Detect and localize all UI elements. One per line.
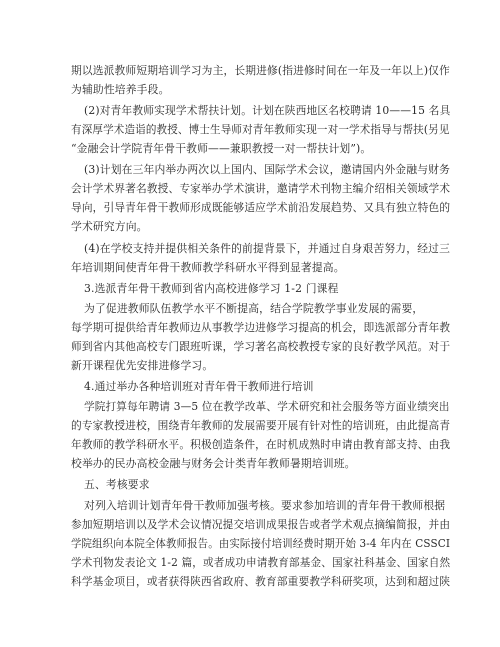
text-line: (4)在学校支持并提供相关条件的前提背景下，并通过自身艰苦努力，经过三: [84, 242, 451, 255]
section-heading: 五、考核要求: [84, 478, 150, 491]
section-heading: 3.选派青年骨干教师到省内高校进修学习 1-2 门课程: [84, 282, 339, 295]
text-line: 学术研究方向。: [71, 220, 148, 233]
text-line: 师到省内其他高校专门跟班听课，学习著名高校教授专家的良好教学风范。对于: [71, 340, 451, 353]
text-line: 校举办的民办高校金融与财务会计类青年教师暑期培训班。: [71, 457, 356, 470]
text-line: 参加短期培训以及学术会议情况提交培训成果报告或者学术观点摘编简报，并由: [71, 518, 451, 531]
text-line: 年教师的教学科研水平。积极创造条件，在时机成熟时申请由教育部支持、由我: [71, 438, 451, 451]
text-line: 学院打算每年聘请 3—5 位在教学改革、学术研究和社会服务等方面业绩突出: [84, 400, 450, 413]
text-line: 对列入培训计划青年骨干教师加强考核。要求参加培训的青年骨干教师根据: [84, 499, 446, 512]
text-line: 学院组织向本院全体教师报告。由实际接付培训经费时期开始 3-4 年内在 CSSCI: [71, 537, 451, 550]
text-line: 期以选派教师短期培训学习为主，长期进修(指进修时间在一年及一年以上)仅作: [71, 64, 450, 77]
text-line: 学术刊物发表论文 1-2 篇，或者成功申请教育部基金、国家社科基金、国家自然: [71, 556, 451, 569]
section-heading: 4.通过举办各种培训班对青年骨干教师进行培训: [84, 380, 314, 393]
text-line: 为辅助性培养手段。: [71, 83, 170, 96]
text-line: 年培训期间使青年骨干教师教学科研水平得到显著提高。: [71, 261, 345, 274]
text-line: 导向，引导青年骨干教师形成既能够适应学术前沿发展趋势、又具有独立特色的: [71, 201, 451, 214]
text-line: 科学基金项目，或者获得陕西省政府、教育部重要教学科研奖项，达到和超过陕: [71, 575, 451, 588]
text-line: 会计学术界著名教授、专家举办学术演讲，邀请学术刊物主编介绍相关领域学术: [71, 182, 451, 195]
text-line: 每学期可提供给青年教师边从事教学边进修学习提高的机会，即选派部分青年教: [71, 321, 451, 334]
text-line: 新开课程优先安排进修学习。: [71, 359, 214, 372]
text-line: (3)计划在三年内举办两次以上国内、国际学术会议，邀请国内外金融与财务: [84, 163, 451, 176]
text-line: 为了促进教师队伍教学水平不断提高，结合学院教学事业发展的需要，: [84, 302, 424, 315]
text-line: 的专家教授进校，围绕青年教师的发展需要开展有针对性的培训班，由此提高青: [71, 419, 451, 432]
text-line: (2)对青年教师实现学术帮扶计划。计划在陕西地区名校聘请 10——15 名具: [84, 104, 451, 117]
text-line: “金融会计学院青年骨干教师——兼职教授一对一帮扶计划”)。: [71, 142, 372, 155]
text-line: 有深厚学术造诣的教授、博士生导师对青年教师实现一对一学术指导与帮扶(另见: [71, 123, 450, 136]
